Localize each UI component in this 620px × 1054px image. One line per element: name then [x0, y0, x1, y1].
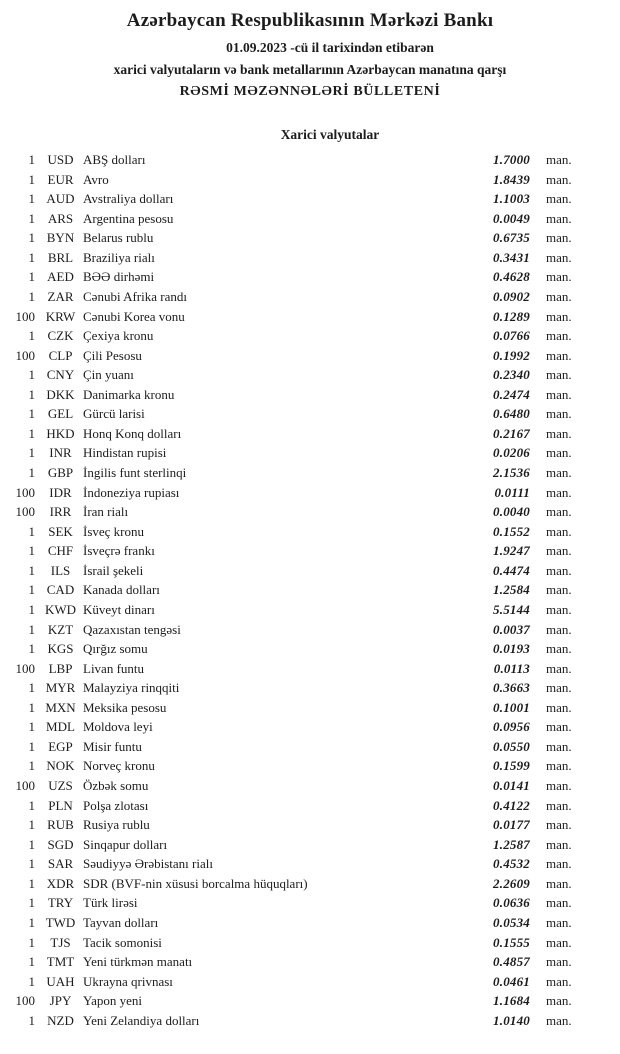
- effective-date-line: 01.09.2023 -cü il tarixindən etibarən: [226, 40, 434, 55]
- rate-row: [0, 717, 620, 737]
- currency-name: Səudiyyə Ərəbistanı rialı: [83, 856, 213, 872]
- rate-row: [0, 248, 620, 268]
- currency-code: AUD: [46, 191, 75, 207]
- rate-row: [0, 150, 620, 170]
- currency-name: ABŞ dolları: [83, 152, 146, 167]
- currency-code: GEL: [47, 406, 74, 422]
- rate-value: 0.4474: [493, 562, 530, 578]
- unit-label: man.: [546, 934, 572, 950]
- rate-value: 0.1992: [493, 347, 530, 363]
- quantity: 1: [28, 856, 35, 872]
- rate-row: [0, 483, 620, 503]
- quantity: 1: [28, 406, 35, 422]
- rate-row: [0, 600, 620, 620]
- currency-code: RUB: [47, 817, 74, 833]
- unit-label: man.: [546, 191, 572, 207]
- unit-label: man.: [546, 875, 572, 891]
- quantity: 1: [28, 680, 35, 696]
- unit-label: man.: [546, 601, 572, 617]
- unit-label: man.: [546, 210, 572, 226]
- rate-row: [0, 209, 620, 229]
- quantity: 100: [15, 347, 35, 363]
- rate-row: [0, 737, 620, 757]
- rate-row: [0, 170, 620, 190]
- rate-row: [0, 385, 620, 405]
- currency-code: INR: [49, 445, 72, 461]
- currency-code: ARS: [47, 210, 74, 226]
- quantity: 100: [15, 504, 35, 520]
- rate-row: [0, 815, 620, 835]
- currency-name: İran rialı: [83, 504, 129, 520]
- rate-value: 0.0534: [493, 914, 530, 930]
- unit-label: man.: [546, 680, 572, 696]
- rate-row: [0, 424, 620, 444]
- currency-code: TMT: [46, 954, 75, 970]
- currency-code: ZAR: [47, 288, 74, 304]
- currency-name: İsveçrə frankı: [83, 543, 155, 559]
- currency-code: PLN: [48, 797, 73, 813]
- currency-name: Avstraliya dolları: [83, 191, 174, 207]
- rate-row: [0, 756, 620, 776]
- rate-value: 0.2167: [493, 425, 530, 441]
- rate-value: 0.2474: [493, 386, 530, 402]
- unit-label: man.: [546, 836, 572, 852]
- currency-name: Polşa zlotası: [83, 797, 149, 813]
- rate-row: [0, 991, 620, 1011]
- rate-row: [0, 346, 620, 366]
- quantity: 1: [28, 719, 35, 735]
- unit-label: man.: [546, 406, 572, 422]
- quantity: 1: [28, 249, 35, 265]
- currency-name: Norveç kronu: [83, 758, 155, 774]
- currency-code: HKD: [46, 425, 75, 441]
- currency-code: TJS: [50, 934, 71, 950]
- currency-name: SDR (BVF-nin xüsusi borcalma hüquqları): [83, 875, 308, 891]
- rate-value: 1.1003: [493, 191, 530, 207]
- rate-value: 0.6480: [493, 406, 530, 422]
- currency-name: İsveç kronu: [83, 523, 145, 539]
- currency-name: Malayziya rinqqiti: [83, 680, 180, 696]
- quantity: 1: [28, 288, 35, 304]
- rate-row: [0, 893, 620, 913]
- quantity: 1: [28, 328, 35, 344]
- rate-value: 0.2340: [493, 367, 530, 383]
- currency-code: DKK: [46, 386, 75, 402]
- rate-row: [0, 678, 620, 698]
- unit-label: man.: [546, 621, 572, 637]
- rate-row: [0, 502, 620, 522]
- rate-value: 1.1684: [493, 993, 530, 1009]
- rate-row: [0, 267, 620, 287]
- currency-name: Livan funtu: [83, 660, 145, 676]
- quantity: 1: [28, 954, 35, 970]
- currency-name: Çexiya kronu: [83, 328, 154, 344]
- unit-label: man.: [546, 758, 572, 774]
- unit-label: man.: [546, 367, 572, 383]
- bulletin-title: RƏSMİ MƏZƏNNƏLƏRİ BÜLLETENİ: [179, 84, 441, 99]
- currency-code: UAH: [46, 973, 75, 989]
- bulletin-header: [0, 0, 620, 100]
- rate-row: [0, 796, 620, 816]
- quantity: 1: [28, 523, 35, 539]
- quantity: 1: [28, 582, 35, 598]
- rate-row: [0, 365, 620, 385]
- currency-name: Hindistan rupisi: [83, 445, 167, 461]
- rate-value: 0.0902: [493, 288, 530, 304]
- rate-row: [0, 404, 620, 424]
- rate-value: 0.0141: [493, 778, 530, 793]
- currency-name: Yapon yeni: [83, 993, 142, 1009]
- quantity: 100: [15, 993, 35, 1009]
- quantity: 1: [28, 973, 35, 989]
- rate-value: 0.1001: [493, 699, 530, 715]
- unit-label: man.: [546, 543, 572, 559]
- unit-label: man.: [546, 660, 572, 676]
- unit-label: man.: [546, 308, 572, 324]
- currency-code: SGD: [47, 836, 74, 852]
- currency-name: Cənubi Afrika randı: [83, 288, 187, 304]
- quantity: 1: [28, 738, 35, 754]
- rate-value: 0.0206: [493, 445, 530, 461]
- currency-name: Yeni türkmən manatı: [83, 954, 193, 970]
- currency-name: Tacik somonisi: [83, 934, 162, 950]
- currency-code: BRL: [47, 249, 74, 265]
- currency-name: Avro: [83, 171, 109, 187]
- rate-row: [0, 580, 620, 600]
- currency-code: LBP: [48, 660, 73, 676]
- unit-label: man.: [546, 719, 572, 735]
- rate-value: 0.4532: [493, 856, 530, 872]
- unit-label: man.: [546, 445, 572, 461]
- unit-label: man.: [546, 288, 572, 304]
- quantity: 1: [28, 758, 35, 774]
- unit-label: man.: [546, 895, 572, 911]
- currency-code: AED: [47, 269, 74, 285]
- rate-row: [0, 913, 620, 933]
- rate-value: 0.1552: [493, 523, 530, 539]
- rate-row: [0, 835, 620, 855]
- quantity: 100: [15, 778, 35, 793]
- currency-code: KZT: [47, 621, 74, 637]
- unit-label: man.: [546, 171, 572, 187]
- quantity: 1: [28, 934, 35, 950]
- unit-label: man.: [546, 699, 572, 715]
- rate-value: 0.1289: [493, 308, 530, 324]
- currency-name: Cənubi Korea vonu: [83, 308, 185, 324]
- unit-label: man.: [546, 641, 572, 657]
- quantity: 1: [28, 797, 35, 813]
- rate-row: [0, 698, 620, 718]
- unit-label: man.: [546, 152, 572, 167]
- currency-code: KRW: [45, 308, 76, 324]
- rate-row: [0, 972, 620, 992]
- currency-code: TRY: [47, 895, 74, 911]
- rate-value: 0.0550: [493, 738, 530, 754]
- rate-row: [0, 228, 620, 248]
- unit-label: man.: [546, 328, 572, 344]
- currency-name: Küveyt dinarı: [83, 601, 155, 617]
- currency-code: USD: [47, 152, 74, 167]
- rate-row: [0, 463, 620, 483]
- rate-value: 0.0177: [493, 817, 530, 833]
- rate-value: 1.8439: [493, 171, 530, 187]
- quantity: 1: [28, 171, 35, 187]
- rate-value: 1.9247: [493, 543, 530, 559]
- currency-name: Honq Konq dolları: [83, 425, 182, 441]
- rate-value: 0.0461: [493, 973, 530, 989]
- quantity: 1: [28, 191, 35, 207]
- rate-row: [0, 620, 620, 640]
- unit-label: man.: [546, 817, 572, 833]
- unit-label: man.: [546, 484, 572, 500]
- bank-title: Azərbaycan Respublikasının Mərkəzi Bankı: [126, 10, 494, 31]
- currency-code: TWD: [45, 914, 76, 930]
- section-title-foreign-currencies: Xarici valyutalar: [280, 127, 380, 142]
- rate-value: 0.3663: [493, 680, 530, 696]
- rate-value: 0.0049: [493, 210, 530, 226]
- rate-value: 0.0766: [493, 328, 530, 344]
- currency-code: CNY: [46, 367, 75, 383]
- currency-code: IDR: [49, 484, 72, 500]
- quantity: 1: [28, 562, 35, 578]
- quantity: 1: [28, 601, 35, 617]
- currency-name: Çin yuanı: [83, 367, 134, 383]
- currency-code: EGP: [48, 738, 73, 754]
- rate-row: [0, 776, 620, 796]
- rates-table: [0, 150, 620, 1030]
- currency-code: CZK: [47, 328, 74, 344]
- quantity: 1: [28, 1012, 35, 1028]
- quantity: 1: [28, 641, 35, 657]
- quantity: 1: [28, 895, 35, 911]
- unit-label: man.: [546, 523, 572, 539]
- currency-name: Belarus rublu: [83, 230, 154, 246]
- rate-value: 2.1536: [493, 465, 530, 480]
- currency-name: Rusiya rublu: [83, 817, 150, 833]
- quantity: 1: [28, 367, 35, 383]
- currency-code: MXN: [45, 699, 76, 715]
- rate-value: 0.3431: [493, 249, 530, 265]
- currency-code: MYR: [45, 680, 76, 696]
- rate-row: [0, 854, 620, 874]
- currency-name: Misir funtu: [83, 738, 142, 754]
- currency-name: BƏƏ dirhəmi: [83, 269, 155, 285]
- currency-name: İsrail şekeli: [83, 562, 144, 578]
- unit-label: man.: [546, 993, 572, 1009]
- unit-label: man.: [546, 269, 572, 285]
- quantity: 100: [15, 484, 35, 500]
- rate-value: 1.0140: [493, 1012, 530, 1028]
- rate-value: 0.0040: [493, 504, 530, 520]
- currency-code: IRR: [49, 504, 72, 520]
- currency-code: CLP: [48, 347, 73, 363]
- currency-code: MDL: [46, 719, 75, 735]
- rate-value: 0.1555: [493, 934, 530, 950]
- rate-value: 0.0037: [493, 621, 530, 637]
- rate-row: [0, 1011, 620, 1031]
- currency-name: Özbək somu: [83, 778, 149, 793]
- rate-value: 0.0113: [493, 660, 530, 676]
- rate-row: [0, 933, 620, 953]
- currency-name: Türk lirəsi: [83, 895, 138, 911]
- currency-name: Çili Pesosu: [83, 347, 142, 363]
- currency-name: Argentina pesosu: [83, 210, 174, 226]
- currency-code: CHF: [47, 543, 74, 559]
- unit-label: man.: [546, 738, 572, 754]
- currency-name: İndoneziya rupiası: [83, 484, 180, 500]
- quantity: 1: [28, 621, 35, 637]
- quantity: 1: [28, 543, 35, 559]
- quantity: 1: [28, 425, 35, 441]
- unit-label: man.: [546, 425, 572, 441]
- rate-value: 1.2587: [493, 836, 530, 852]
- unit-label: man.: [546, 465, 572, 480]
- unit-label: man.: [546, 954, 572, 970]
- unit-label: man.: [546, 230, 572, 246]
- rate-row: [0, 541, 620, 561]
- quantity: 100: [15, 308, 35, 324]
- rate-row: [0, 326, 620, 346]
- unit-label: man.: [546, 386, 572, 402]
- currency-code: NOK: [46, 758, 75, 774]
- quantity: 1: [28, 386, 35, 402]
- quantity: 1: [28, 152, 35, 167]
- unit-label: man.: [546, 778, 572, 793]
- currency-name: Meksika pesosu: [83, 699, 167, 715]
- rate-value: 0.4628: [493, 269, 530, 285]
- currency-code: CAD: [46, 582, 75, 598]
- rate-value: 2.2609: [493, 875, 530, 891]
- currency-code: SEK: [48, 523, 73, 539]
- unit-label: man.: [546, 973, 572, 989]
- currency-name: Gürcü larisi: [83, 406, 145, 422]
- rate-row: [0, 659, 620, 679]
- unit-label: man.: [546, 249, 572, 265]
- currency-code: JPY: [49, 993, 72, 1009]
- currency-code: NZD: [47, 1012, 74, 1028]
- currency-code: XDR: [46, 875, 75, 891]
- currency-name: Kanada dolları: [83, 582, 160, 598]
- rate-row: [0, 443, 620, 463]
- rate-value: 5.5144: [493, 601, 530, 617]
- unit-label: man.: [546, 582, 572, 598]
- rate-row: [0, 287, 620, 307]
- unit-label: man.: [546, 1012, 572, 1028]
- rate-row: [0, 561, 620, 581]
- quantity: 1: [28, 699, 35, 715]
- unit-label: man.: [546, 797, 572, 813]
- rate-row: [0, 189, 620, 209]
- rate-value: 0.1599: [493, 758, 530, 774]
- rate-row: [0, 307, 620, 327]
- currency-name: Braziliya rialı: [83, 249, 155, 265]
- quantity: 1: [28, 914, 35, 930]
- unit-label: man.: [546, 914, 572, 930]
- currency-name: Moldova leyi: [83, 719, 153, 735]
- currency-name: Yeni Zelandiya dolları: [83, 1012, 200, 1028]
- subject-line: xarici valyutaların və bank metallarının Azərbaycan manatına qarşı: [113, 62, 507, 77]
- currency-code: GBP: [47, 465, 74, 480]
- quantity: 1: [28, 875, 35, 891]
- rate-value: 0.0111: [494, 484, 530, 500]
- quantity: 1: [28, 836, 35, 852]
- rate-value: 0.0636: [493, 895, 530, 911]
- unit-label: man.: [546, 562, 572, 578]
- quantity: 1: [28, 230, 35, 246]
- currency-name: Ukrayna qrivnası: [83, 973, 173, 989]
- currency-code: KWD: [44, 601, 77, 617]
- rate-row: [0, 874, 620, 894]
- quantity: 1: [28, 465, 35, 480]
- quantity: 100: [15, 660, 35, 676]
- currency-name: Sinqapur dolları: [83, 836, 168, 852]
- quantity: 1: [28, 269, 35, 285]
- currency-name: Danimarka kronu: [83, 386, 175, 402]
- currency-name: Qazaxıstan tengəsi: [83, 621, 181, 637]
- rate-row: [0, 952, 620, 972]
- currency-code: KGS: [47, 641, 74, 657]
- rate-value: 1.2584: [493, 582, 530, 598]
- currency-name: Qırğız somu: [83, 641, 148, 657]
- unit-label: man.: [546, 347, 572, 363]
- rate-value: 0.4122: [493, 797, 530, 813]
- currency-code: SAR: [47, 856, 74, 872]
- rate-value: 1.7000: [493, 152, 530, 167]
- currency-code: BYN: [46, 230, 75, 246]
- currency-name: Tayvan dolları: [83, 914, 159, 930]
- unit-label: man.: [546, 856, 572, 872]
- quantity: 1: [28, 445, 35, 461]
- rate-row: [0, 639, 620, 659]
- currency-name: İngilis funt sterlinqi: [83, 465, 187, 480]
- currency-code: EUR: [47, 171, 74, 187]
- rate-value: 0.4857: [493, 954, 530, 970]
- quantity: 1: [28, 817, 35, 833]
- unit-label: man.: [546, 504, 572, 520]
- quantity: 1: [28, 210, 35, 226]
- currency-code: UZS: [48, 778, 73, 793]
- rate-value: 0.0956: [493, 719, 530, 735]
- rate-value: 0.6735: [493, 230, 530, 246]
- currency-code: ILS: [50, 562, 71, 578]
- rate-row: [0, 522, 620, 542]
- rate-value: 0.0193: [493, 641, 530, 657]
